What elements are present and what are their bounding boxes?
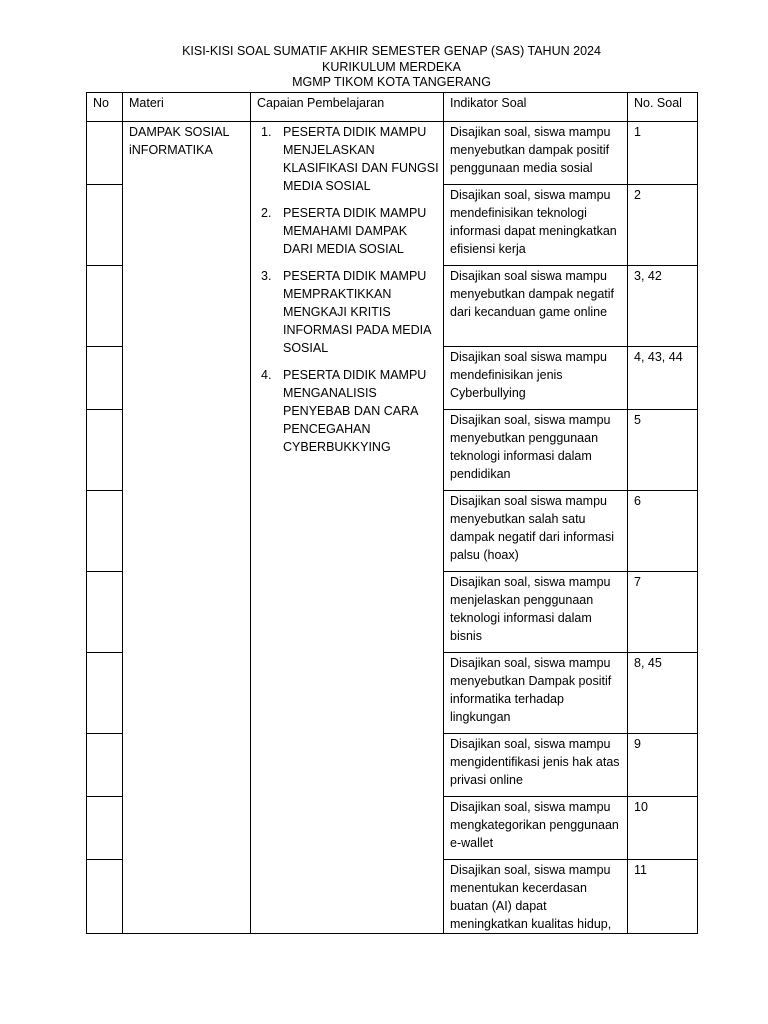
capaian-number: 2.: [261, 206, 272, 220]
column-header-capaian: Capaian Pembelajaran: [251, 93, 444, 122]
row-no: [87, 266, 123, 347]
indikator-cell: Disajikan soal, siswa mampu mengidentifikasi jenis hak atas privasi online: [444, 734, 628, 797]
document-header: [86, 44, 697, 91]
capaian-text: PESERTA DIDIK MAMPU MENJELASKAN KLASIFIKASI DAN FUNGSI MEDIA SOSIAL: [283, 125, 439, 193]
row-no: [87, 797, 123, 860]
capaian-number: 3.: [261, 269, 272, 283]
no-soal-cell: 4, 43, 44: [628, 347, 698, 410]
capaian-item: [257, 366, 439, 456]
row-no: [87, 122, 123, 185]
indikator-cell: Disajikan soal siswa mampu menyebutkan dampak negatif dari kecanduan game online: [444, 266, 628, 347]
capaian-cell: [251, 122, 444, 934]
row-no: [87, 347, 123, 410]
column-header-indikator: Indikator Soal: [444, 93, 628, 122]
no-soal-cell: 6: [628, 491, 698, 572]
row-no: [87, 410, 123, 491]
table-header-row: [87, 93, 698, 122]
capaian-text: PESERTA DIDIK MAMPU MEMAHAMI DAMPAK DARI MEDIA SOSIAL: [283, 206, 427, 256]
row-no: [87, 491, 123, 572]
indikator-cell: Disajikan soal, siswa mampu menyebutkan Dampak positif informatika terhadap lingkungan: [444, 653, 628, 734]
row-no: [87, 653, 123, 734]
materi-text: DAMPAK SOSIAL iNFORMATIKA: [129, 125, 230, 157]
no-soal-cell: 3, 42: [628, 266, 698, 347]
capaian-item: [257, 204, 439, 258]
capaian-item: [257, 123, 439, 195]
indikator-cell: Disajikan soal, siswa mampu mendefinisikan teknologi informasi dapat meningkatkan efisiensi kerja: [444, 185, 628, 266]
capaian-number: 4.: [261, 368, 272, 382]
column-header-materi: Materi: [123, 93, 251, 122]
indikator-cell: Disajikan soal, siswa mampu menjelaskan penggunaan teknologi informasi dalam bisnis: [444, 572, 628, 653]
curriculum-name: KURIKULUM MERDEKA: [322, 59, 461, 74]
table-row: [87, 122, 698, 185]
no-soal-cell: 10: [628, 797, 698, 860]
capaian-number: 1.: [261, 125, 272, 139]
no-soal-cell: 8, 45: [628, 653, 698, 734]
no-soal-cell: 1: [628, 122, 698, 185]
capaian-text: PESERTA DIDIK MAMPU MEMPRAKTIKKAN MENGKAJI KRITIS INFORMASI PADA MEDIA SOSIAL: [283, 269, 431, 355]
capaian-list: [257, 123, 439, 456]
capaian-item: [257, 267, 439, 357]
kisi-kisi-table: [86, 92, 698, 934]
row-no: [87, 860, 123, 934]
capaian-text: PESERTA DIDIK MAMPU MENGANALISIS PENYEBAB DAN CARA PENCEGAHAN CYBERBUKKYING: [283, 368, 427, 454]
materi-cell: [123, 122, 251, 934]
indikator-cell: Disajikan soal, siswa mampu mengkategorikan penggunaan e-wallet: [444, 797, 628, 860]
no-soal-cell: 11: [628, 860, 698, 934]
row-no: [87, 572, 123, 653]
row-no: [87, 185, 123, 266]
indikator-cell: Disajikan soal, siswa mampu menentukan kecerdasan buatan (AI) dapat meningkatkan kualitas hidup,: [444, 860, 628, 934]
row-no: [87, 734, 123, 797]
indikator-cell: Disajikan soal, siswa mampu menyebutkan penggunaan teknologi informasi dalam pendidikan: [444, 410, 628, 491]
indikator-cell: Disajikan soal siswa mampu mendefinisikan jenis Cyberbullying: [444, 347, 628, 410]
organization-name: MGMP TIKOM KOTA TANGERANG: [292, 75, 491, 89]
no-soal-cell: 2: [628, 185, 698, 266]
indikator-cell: Disajikan soal siswa mampu menyebutkan salah satu dampak negatif dari informasi palsu (hoax): [444, 491, 628, 572]
column-header-no-soal: No. Soal: [628, 93, 698, 122]
no-soal-cell: 9: [628, 734, 698, 797]
indikator-cell: Disajikan soal, siswa mampu menyebutkan dampak positif penggunaan media sosial: [444, 122, 628, 185]
column-header-no: No: [87, 93, 123, 122]
no-soal-cell: 7: [628, 572, 698, 653]
no-soal-cell: 5: [628, 410, 698, 491]
document-title: KISI-KISI SOAL SUMATIF AKHIR SEMESTER GENAP (SAS) TAHUN 2024: [182, 44, 601, 58]
